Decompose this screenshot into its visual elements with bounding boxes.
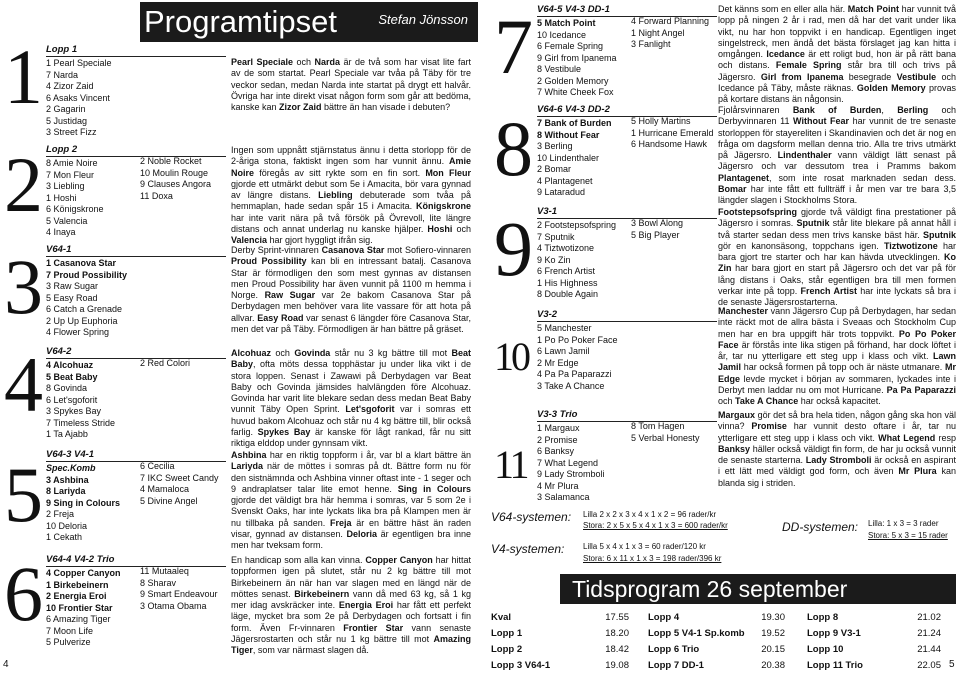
horse-entry: 6 Asaks Vincent [46, 92, 110, 103]
article-race-10: Manchester vann Jägersro Cup på Derbydagen, har sedan inte räckt mot de allra bästa i Sveaas och Stockholm Cup men har en bra uppgift här trots toppvikt. Po Po Poker Face är förstås inte lika stigen på förhand, har dock löftet i år, tar nu ytterligare ett steg upp i klass och vikt. Lawn Jamil har också formen på topp och är näste utmanare. Mr Edge levde mycket i början av sommaren, lyckades inte i Derbyt men laddar nu om mot Hurricane. Pa Pa Paparazzi och Take A Chance har också kapacitet. [718, 306, 956, 407]
race-block-5 [46, 449, 120, 544]
horse-entry: 6 Königskrone [46, 204, 104, 214]
horse-entry: 2 Golden Memory [537, 75, 609, 86]
race-number-5: 5 [4, 451, 43, 538]
schedule-time: 21.02 [917, 612, 941, 623]
horse-entry: 4 Zizor Zaid [46, 81, 94, 91]
reserve-horse-entry: 4 Forward Planning [631, 16, 710, 26]
race-header: V64-2 [46, 346, 72, 357]
horse-entry: 10 Frontier Star [46, 602, 113, 613]
horse-entry: 1 Hoshi [46, 192, 77, 203]
reserve-list-4 [140, 358, 190, 370]
schedule-race: Lopp 11 Trio [807, 660, 863, 671]
horse-list [537, 323, 618, 392]
reserve-horse-entry: 3 Fanlight [631, 39, 671, 49]
reserve-horse-entry: 2 Red Colori [140, 358, 191, 368]
v4-large-system: Stora: 6 x 11 x 1 x 3 = 198 rader/396 kr [583, 554, 722, 563]
schedule-row [648, 626, 785, 642]
race-block-9 [537, 206, 616, 301]
reserve-horse-entry: 1 Hurricane Emerald [631, 127, 714, 138]
horse-entry: 7 Bank of Burden [537, 118, 612, 128]
dd-systems-label: DD-systemen: [782, 520, 859, 534]
reserve-horse-entry: 5 Big Player [631, 229, 680, 240]
reserve-horse-entry: 2 Noble Rocket [140, 156, 202, 166]
race-block-2 [46, 144, 104, 239]
race-number-3: 3 [4, 243, 43, 330]
horse-entry: 7 Timeless Stride [46, 417, 116, 428]
horse-entry: 8 Double Again [537, 289, 599, 299]
horse-entry: 6 French Artist [537, 266, 596, 276]
race-header: V64-3 V4-1 [46, 449, 95, 460]
horse-entry: 7 What Legend [537, 457, 599, 468]
horse-entry: 6 Catch a Grenade [46, 304, 123, 314]
race-block-6 [46, 554, 121, 649]
race-header: V64-1 [46, 244, 72, 255]
reserve-horse-entry: 5 Divine Angel [140, 495, 198, 506]
horse-entry: 9 Girl from Ipanema [537, 52, 617, 63]
race-block-4 [46, 346, 115, 441]
horse-entry: 3 Salamanca [537, 492, 590, 502]
schedule-time: 18.42 [605, 644, 629, 655]
horse-entry: 2 Gagarin [46, 104, 86, 114]
article-race-7: Det känns som en eller alla här. Match Point har vunnit två lopp på ningen 2 år i rad, men då har det varit under lika vikt, nu har hon toppvikt i en handicap. Egentligen inget singelstreck, men ändå det bästa förslaget jag kan hitta i omgången. Icedance är ett roligt bud, hon är på rätt bana och distans. Female Spring står bra till och trivs på Jägersro. Girl from Ipanema besegrade Vestibule och Icedance på Täby, måste räknas. Golden Memory provas på kortare distans än någonsin. [718, 4, 957, 105]
reserve-horse-entry: 8 Sharav [140, 577, 177, 588]
schedule-time: 22.05 [917, 660, 941, 671]
article-race-6: En handicap som alla kan vinna. Copper Canyon har hittat toppformen igen på slutet, står nu 2 kg bättre till mot Birkebeinern än när han var slagen med en längd när de möttes senast. Birkebeinern vann då med 63 kg, så 1 kg mer idag avskräcker inte. Energia Eroi har fått ett perfekt läge, mycket bra som 2e på Derbydagen och fortsatt i fin form. Även Fr-vinnaren Frontier Star vann senaste Jägersrostarten och står nu 1 kg bättre till mot Amazing Tiger, som var närmast slagen då. [231, 555, 472, 656]
race-number-4: 4 [4, 341, 43, 428]
schedule-row [491, 658, 629, 673]
race-block-1 [46, 44, 112, 139]
horse-entry: 2 Up Up Euphoria [46, 315, 118, 326]
horse-list [537, 118, 612, 199]
reserve-horse-entry: 11 Doxa [140, 190, 173, 201]
reserve-horse-entry: 10 Moulin Rouge [140, 167, 209, 178]
horse-entry: 9 Ko Zin [537, 254, 571, 265]
horse-entry: 3 Raw Sugar [46, 281, 99, 291]
v4-systems-label: V4-systemen: [491, 542, 565, 556]
schedule-race: Lopp 8 [807, 612, 839, 623]
horse-entry: 5 Pulverize [46, 637, 91, 647]
article-race-1: Pearl Speciale och Narda är de två som har visat lite fart av de som startat. Pearl Speciale var tvåa på Täby för tre veckor sedan, medan Narda inte startat på drygt ett halvår. Övriga har inte direkt visat någon form som går att bedöma, kanske kan Zizor Zaid bättre än han visade i debuten? [231, 57, 472, 113]
schedule-col-2 [648, 610, 785, 673]
horse-entry: 1 Po Po Poker Face [537, 334, 618, 345]
race-header: V64-6 V4-3 DD-2 [537, 104, 610, 115]
horse-entry: 8 Without Fear [537, 129, 600, 140]
horse-entry: 4 Flower Spring [46, 327, 110, 337]
banner-title: Programtipset [144, 4, 337, 39]
horse-entry: 3 Liebling [46, 181, 85, 191]
schedule-race: Lopp 6 Trio [648, 644, 700, 655]
reserve-horse-entry: 3 Otama Obama [140, 600, 207, 611]
race-number-6: 6 [4, 550, 43, 637]
horse-entry: 5 Valencia [46, 215, 88, 226]
schedule-time: 20.38 [761, 660, 785, 671]
horse-entry: 5 Manchester [537, 323, 592, 333]
horse-list [537, 220, 616, 301]
horse-entry: 6 Amazing Tiger [46, 614, 111, 624]
schedule-row [491, 626, 629, 642]
horse-entry: 4 Copper Canyon [46, 568, 121, 578]
horse-entry: 9 Sing in Colours [46, 497, 121, 508]
horse-entry: 10 Deloria [46, 520, 88, 531]
horse-entry: 7 Sputnik [537, 231, 575, 242]
horse-entry: 4 Mr Plura [537, 480, 579, 491]
horse-list [46, 360, 115, 441]
horse-entry: 5 Match Point [537, 18, 596, 28]
reserve-horse-entry: 6 Handsome Hawk [631, 139, 708, 149]
schedule-time: 17.55 [605, 612, 629, 623]
horse-list [46, 463, 120, 544]
horse-entry: 4 Plantagenet [537, 175, 593, 186]
race-header: Lopp 2 [46, 144, 78, 155]
schedule-time: 20.15 [761, 644, 785, 655]
schedule-row [807, 642, 941, 658]
schedule-col-1 [491, 610, 629, 673]
horse-entry: 2 Promise [537, 434, 578, 445]
horse-entry: 9 Lady Stromboli [537, 469, 605, 479]
race-block-11 [537, 409, 605, 504]
race-number-7: 7 [494, 3, 533, 90]
schedule-race: Lopp 7 DD-1 [648, 660, 704, 671]
article-race-5: Ashbina har en riktig toppform i år, var bl a klart bättre än Lariyda när de möttes i somras på dt. Bättre form nu för den sistnämnda och Ashbina vinner oftast inte - 1 seger och 9 andraplatser talar lite emot henne. Sing in Colours gjorde det väldigt bra här hemma i somras, var 5 som 2e i Svenskt Oaks, har inte lyckats lika bra på Klampen men är nu tillbaka på sanden. Freja är en bättre häst än raden visar, gynnad av distansen. Deloria är egentligen bra inne men har tveksam form. [231, 450, 472, 551]
schedule-row [648, 658, 785, 673]
article-race-2: Ingen som uppnått stjärnstatus ännu i detta storlopp för de 2-åriga stona, faktiskt ingen som har vunnit ännu. Amie Noire föregås av sitt rykte som en fin sort. Mon Fleur gjorde ett utmärkt debut som 5e i Amacita, bör vara gynnad av längre distans. Liebling debuterade som tvåa på hemmaplan, hade sedan spår 15 i Amacita. Königskrone har inte varit nära på två försök på Övrevoll, lite längre distans och annat underlag nu kanske hjälper. Hoshi och Valencia har gjort hyggligt ifrån sig. [231, 145, 472, 246]
schedule-race: Lopp 9 V3-1 [807, 628, 861, 639]
race-block-8 [537, 104, 612, 199]
schedule-row [491, 642, 629, 658]
reserve-horse-entry: 6 Cecilia [140, 461, 175, 471]
schedule-time: 19.08 [605, 660, 629, 671]
horse-entry: 7 Narda [46, 69, 79, 80]
schedule-banner [560, 574, 956, 604]
v64-systems-label: V64-systemen: [491, 510, 572, 524]
schedule-time: 19.52 [761, 628, 785, 639]
article-race-9: Footstepsofspring gjorde två väldigt fina prestationer på Jägersro i somras. Sputnik står lite blekare på annat håll i två starter sedan dess men trivs kanske bäst här. Sputnik gör en kanonsäsong, toppchans igen. Tiztwotizone har bara gjort tre starter och har kan hävda utvecklingen. Ko Zin har bara gjort en start på Jägersro och det var på för lång distans i Oaks, står egentligen bra till men formen verkar inte på topp. French Artist har inte lyckats så bra i de senaste Jägersrostarterna. [718, 207, 956, 308]
horse-list [537, 423, 605, 504]
race-number-11: 11 [494, 442, 527, 487]
horse-entry: 8 Vestibule [537, 64, 582, 74]
race-block-3 [46, 244, 127, 339]
program-banner [140, 2, 478, 42]
horse-entry: 1 Cekath [46, 532, 83, 542]
schedule-race: Kval [491, 612, 512, 623]
page-number-left: 4 [3, 659, 9, 670]
horse-entry: 3 Spykes Bay [46, 406, 102, 416]
horse-entry: 3 Street Fizz [46, 127, 97, 137]
horse-entry: 6 Lawn Jamil [537, 346, 590, 356]
race-header: V64-4 V4-2 Trio [46, 554, 115, 565]
horse-entry: 2 Mr Edge [537, 357, 579, 368]
reserve-horse-entry: 11 Mutaaleq [140, 566, 189, 576]
reserve-list-6 [140, 566, 218, 612]
horse-entry: 6 Let'sgoforit [46, 394, 98, 405]
schedule-time: 21.24 [917, 628, 941, 639]
reserve-horse-entry: 9 Clauses Angora [140, 179, 212, 189]
race-header: V3-2 [537, 309, 558, 320]
race-header: V3-3 Trio [537, 409, 578, 420]
horse-entry: 9 Lataradud [537, 187, 586, 197]
horse-entry: 1 Ta Ajabb [46, 429, 88, 439]
horse-entry: 3 Ashbina [46, 474, 89, 485]
horse-entry: 2 Bomar [537, 164, 572, 174]
horse-entry: 3 Take A Chance [537, 380, 605, 391]
reserve-list-8 [631, 116, 714, 151]
reserve-horse-entry: 5 Holly Martins [631, 116, 691, 126]
dd-small-system: Lilla: 1 x 3 = 3 rader [868, 519, 939, 528]
race-header: V64-5 V4-3 DD-1 [537, 4, 610, 15]
horse-list [46, 568, 121, 649]
horse-list [46, 258, 127, 339]
horse-entry: 1 Casanova Star [46, 258, 117, 268]
reserve-list-9 [631, 218, 683, 241]
reserve-horse-entry: 4 Mamaloca [140, 484, 190, 494]
race-number-2: 2 [4, 141, 43, 228]
v64-small-system: Lilla 2 x 2 x 3 x 4 x 1 x 2 = 96 rader/kr [583, 510, 717, 519]
horse-entry: 2 Footstepsofspring [537, 220, 617, 230]
race-number-10: 10 [494, 334, 528, 379]
horse-entry: 10 Lindenthaler [537, 152, 600, 163]
horse-entry: 4 Tiztwotizone [537, 243, 595, 253]
horse-entry: 10 Icedance [537, 29, 587, 40]
horse-entry: 5 Easy Road [46, 292, 98, 303]
horse-entry: 1 Birkebeinern [46, 579, 109, 590]
reserve-list-11 [631, 421, 700, 444]
reserve-list-5 [140, 461, 219, 507]
race-number-8: 8 [494, 105, 533, 192]
horse-entry: 8 Lariyda [46, 486, 86, 496]
schedule-row [648, 610, 785, 626]
article-race-8: Fjolårsvinnaren Bank of Burden, Berling och Derbyvinnaren 11 Without Fear har vunnit de tre senaste storloppen för stayereliten i Skandinavien och det är nog en fråga om dagsform mellan denna trio. Alla tre trivs utmärkt på Jägersro. Lindenthaler vann väldigt lätt senast på Jägersro och var dessutom trea i Pramms bakom Plantagenet, som inte rosat marknaden sedan dess. Bomar har inte fått ett fullträff i år men var tre bara 3,5 längder slagen i Stockholms Stora. [718, 105, 957, 206]
schedule-time: 19.30 [761, 612, 785, 623]
horse-entry: 3 Berling [537, 141, 573, 151]
reserve-horse-entry: 5 Verbal Honesty [631, 432, 700, 443]
schedule-race: Lopp 5 V4-1 Sp.komb [648, 628, 745, 639]
horse-entry: 6 Banksy [537, 446, 575, 456]
dd-large-system: Stora: 5 x 3 = 15 rader [868, 531, 948, 540]
horse-entry: 5 Beat Baby [46, 371, 98, 382]
schedule-time: 18.20 [605, 628, 629, 639]
reserve-list-7 [631, 16, 709, 51]
schedule-col-3 [807, 610, 941, 673]
horse-entry: 7 Proud Possibility [46, 269, 128, 280]
schedule-race: Lopp 2 [491, 644, 523, 655]
horse-entry: 8 Amie Noire [46, 158, 98, 168]
v4-small-system: Lilla 5 x 4 x 1 x 3 = 60 rader/120 kr [583, 542, 706, 551]
race-number-9: 9 [494, 205, 533, 292]
horse-entry: 2 Freja [46, 509, 75, 519]
reserve-horse-entry: 1 Night Angel [631, 27, 685, 38]
schedule-race: Lopp 1 [491, 628, 523, 639]
schedule-race: Lopp 3 V64-1 [491, 660, 551, 671]
reserve-horse-entry: 7 IKC Sweet Candy [140, 472, 219, 483]
reserve-horse-entry: 8 Tom Hagen [631, 421, 685, 431]
horse-entry: 5 Justidag [46, 115, 88, 126]
race-block-10 [537, 309, 618, 392]
horse-entry: 7 White Cheek Fox [537, 87, 614, 97]
horse-entry: 4 Inaya [46, 227, 76, 237]
horse-entry: 1 Margaux [537, 423, 580, 433]
v64-large-system: Stora: 2 x 5 x 5 x 4 x 1 x 3 = 600 rader/kr [583, 521, 728, 530]
horse-entry: Spec.Komb [46, 463, 96, 473]
race-header: Lopp 1 [46, 44, 78, 55]
schedule-row [648, 642, 785, 658]
horse-entry: 4 Alcohuaz [46, 360, 94, 370]
schedule-race: Lopp 10 [807, 644, 844, 655]
horse-list [537, 18, 617, 99]
reserve-horse-entry: 3 Bowl Along [631, 218, 684, 228]
schedule-race: Lopp 4 [648, 612, 680, 623]
schedule-title: Tidsprogram 26 september [572, 576, 848, 602]
horse-list [46, 158, 104, 239]
page-number-right: 5 [949, 659, 955, 670]
article-race-4: Alcohuaz och Govinda står nu 3 kg bättre till mot Beat Baby, ofta möts dessa topphästar ju under lika vikt i de stora loppen. Senast i Zawawi på Derbydagen var Beat Baby och Govinda jämsides halvlängden före Alcohuaz. Govinda har varit lite blekare sedan dess medan Beat Baby vunnit Täby Open Sprint. Let'sgoforit var i somras ett huvud bakom Alcohuaz och står nu 4 kg bättre till, blir också farlig. Spykes Bay är kanske för lågt rankad, får nu sitt riktiga elddop under gynnsam vikt. [231, 348, 472, 449]
schedule-row [807, 658, 941, 673]
reserve-list-2 [140, 156, 211, 202]
reserve-horse-entry: 9 Smart Endeavour [140, 589, 218, 599]
schedule-time: 21.44 [917, 644, 941, 655]
horse-entry: 2 Energia Eroi [46, 591, 107, 601]
race-number-1: 1 [4, 33, 43, 120]
horse-entry: 8 Govinda [46, 383, 88, 393]
schedule-row [807, 610, 941, 626]
article-race-11: Margaux gör det så bra hela tiden, någon gång ska hon väl vinna? Promise har vunnit desto oftare i år, tar nu ytterligare ett steg upp i klass och vikt. What Legend resp Banksy häller också väldigt fin form, de har ju också vunnit de senaste starterna. Lady Stromboli är också en aspirant i ett lätt med väldigt god form, och även Mr Plura kan blanda sig i striden. [718, 410, 957, 488]
horse-entry: 4 Pa Pa Paparazzi [537, 369, 612, 379]
article-race-3: Derby Sprint-vinnaren Casanova Star mot Sofiero-vinnaren Proud Possibility kan bli en intressant batalj. Casanova Star är förmodligen den som mest gynnas av distansen men Proud Possibility har även vunnit på 1100 m hemma i Norge. Raw Sugar var 2e bakom Casanova Star på Derbydagen men behöver vara lite vassare för att hota på allvar. Easy Road var senast 6 längder före Casanova Star, men det var på Täby. Förmodligen är han bättre på gräset. [231, 245, 472, 335]
horse-list [46, 58, 112, 139]
banner-author: Stefan Jönsson [378, 12, 468, 27]
race-header: V3-1 [537, 206, 558, 217]
horse-entry: 7 Mon Fleur [46, 169, 95, 180]
horse-entry: 1 Pearl Speciale [46, 58, 112, 68]
horse-entry: 1 His Highness [537, 277, 598, 288]
race-block-7 [537, 4, 617, 99]
horse-entry: 7 Moon Life [46, 625, 94, 636]
schedule-row [491, 610, 629, 626]
horse-entry: 6 Female Spring [537, 41, 604, 51]
schedule-row [807, 626, 941, 642]
